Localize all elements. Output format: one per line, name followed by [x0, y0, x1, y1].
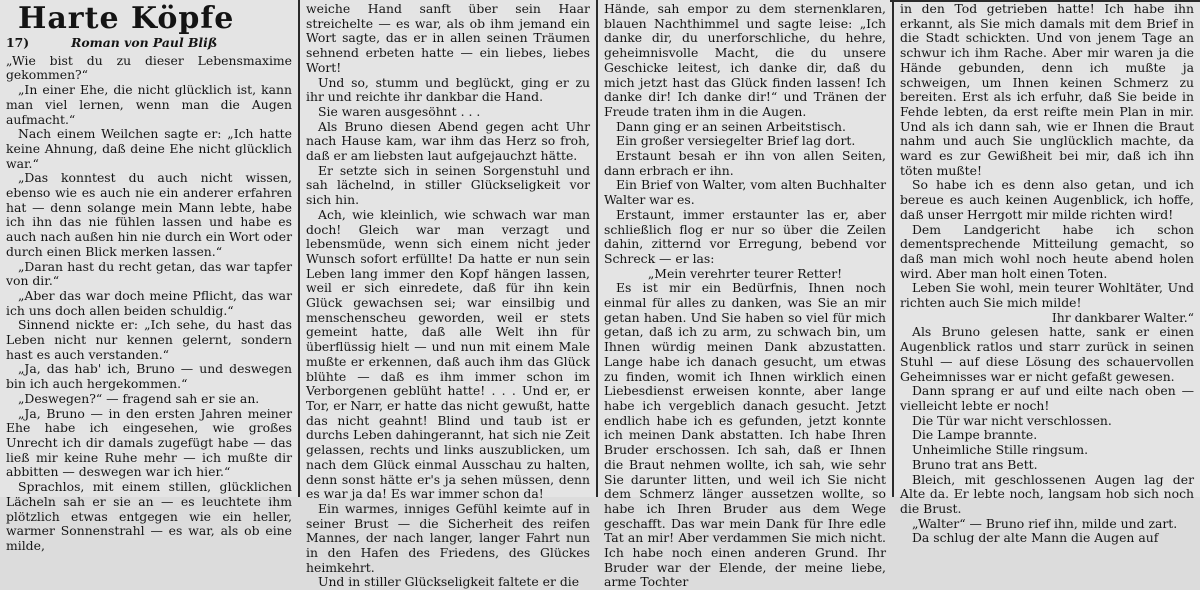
- article-title: Harte Köpfe: [18, 1, 235, 36]
- paragraph: „Ja, das hab' ich, Bruno — und deswegen bin ich auch hergekommen.“: [6, 361, 292, 392]
- byline: [6, 36, 292, 51]
- paragraph: Die Lampe brannte.: [912, 427, 1038, 443]
- paragraph: Da schlug der alte Mann die Augen auf: [912, 530, 1159, 546]
- column-2-text: [306, 2, 590, 590]
- paragraph: Ein großer versiegelter Brief lag dort.: [616, 133, 856, 149]
- column-1: [0, 0, 298, 553]
- column-4-text: [900, 2, 1194, 546]
- paragraph: in den Tod getrieben hatte! Ich habe ihn erkannt, als Sie mich damals mit dem Brief in die Stadt schickten. Und von jenem Tage an schwur ich ihm Rache. Aber mir waren ja die Hände gebunden, denn ich mußte ja schweigen, um Ihnen keinen Schmerz zu bereiten. Erst als ich erfuhr, daß Sie beide in Fehde lebten, da erst reifte mein Plan in mir. Und als ich dann sah, wie er Ihnen die Braut nahm und auch Sie unglücklich machte, da ward es zur Gewißheit bei mir, daß ich ihn töten mußte!: [900, 1, 1194, 178]
- paragraph: Er setzte sich in seinen Sorgenstuhl und sah lächelnd, in stiller Glückseligkeit vor sich hin.: [306, 162, 590, 208]
- paragraph: Und so, stumm und beglückt, ging er zu ihr und reichte ihr dankbar die Hand.: [306, 74, 590, 105]
- paragraph: Und in stiller Glückseligkeit faltete er die: [318, 574, 580, 590]
- paragraph: Bruno trat ans Bett.: [912, 456, 1038, 472]
- paragraph: Unheimliche Stille ringsum.: [912, 442, 1089, 458]
- paragraph: Die Tür war nicht verschlossen.: [912, 412, 1112, 428]
- paragraph: „Mein verehrter teurer Retter!: [647, 265, 843, 281]
- column-2: [300, 0, 596, 590]
- paragraph: „Wie bist du zu dieser Lebensmaxime gekommen?“: [6, 52, 292, 83]
- paragraph: Hände, sah empor zu dem sternenklaren, blauen Nachthimmel und sagte leise: „Ich danke dir, du unerforschliche, du hehre, geheimnisvolle Macht, die du unsere Geschicke leitest, ich danke dir, daß du mich jetzt hast das Glück finden lassen! Ich danke dir! Ich danke dir!“ und Tränen der Freude traten ihm in die Augen.: [604, 1, 886, 119]
- paragraph: Dem Landgericht habe ich schon dementsprechende Mitteilung gemacht, so daß man mich wohl noch heute abend holen wird. Aber man holt einen Toten.: [900, 221, 1194, 281]
- column-1-text: [6, 54, 292, 554]
- paragraph: „Deswegen?“ — fragend sah er sie an.: [18, 390, 260, 406]
- paragraph: Als Bruno gelesen hatte, sank er einen Augenblick ratlos und starr zurück in seinen Stuhl — auf diese Lösung des schauervollen Geheimnisses war er nicht gefaßt gewesen.: [900, 324, 1194, 384]
- paragraph: Ihr dankbarer Walter.“: [1051, 309, 1194, 325]
- paragraph: Dann ging er an seinen Arbeitstisch.: [616, 118, 846, 134]
- paragraph: „In einer Ehe, die nicht glücklich ist, kann man viel lernen, wenn man die Augen aufmacht.“: [6, 82, 292, 127]
- paragraph: „Daran hast du recht getan, das war tapfer von dir.“: [6, 258, 292, 289]
- paragraph: „Ja, Bruno — in den ersten Jahren meiner Ehe habe ich eingesehen, wie großes Unrecht ich dir damals zugefügt habe — das ließ mir keine Ruhe mehr — ich mußte dir abbitten — deswegen war ich hier.“: [6, 405, 292, 480]
- paragraph: „Aber das war doch meine Pflicht, das war ich uns doch allen beiden schuldig.“: [6, 287, 292, 318]
- paragraph: weiche Hand sanft über sein Haar streichelte — es war, als ob ihm jemand ein Wort sagte, das er in allen seinen Träumen sehnend erbeten hatte — ein liebes, liebes Wort!: [306, 1, 590, 75]
- paragraph: Sinnend nickte er: „Ich sehe, du hast das Leben nicht nur kennen gelernt, sondern hast es auch verstanden.“: [6, 317, 292, 362]
- column-3-text: [604, 2, 886, 590]
- paragraph: Dann sprang er auf und eilte nach oben — vielleicht lebte er noch!: [900, 383, 1194, 413]
- paragraph: Erstaunt besah er ihn von allen Seiten, dann erbrach er ihn.: [604, 148, 886, 178]
- paragraph: Ach, wie kleinlich, wie schwach war man doch! Gleich war man verzagt und lebensmüde, wenn sich einem nicht jeder Wunsch sofort erfüllte! Da hatte er nun sein Leben lang immer den Kopf hängen lassen, weil er sich einredete, daß für ihn kein Glück gewachsen sei; war einsilbig und menschenscheu geworden, weil er stets gemeint hatte, daß alle Welt ihn für überflüssig hielt — und nun mit einem Male mußte er erkennen, daß auch ihm das Glück blühte — daß es ihm immer schon im Verborgenen geblüht hatte! . . . Und er, er Tor, er Narr, er hatte das nicht gewußt, hatte das nicht geahnt! Blind und taub ist er durchs Leben dahingerannt, hat sich nie Zeit gelassen, rechts und links auszublicken, um nach dem Glück einmal Ausschau zu halten, denn sonst hätte er's ja sehen müssen, denn es war ja da! Es war immer schon da!: [306, 206, 590, 502]
- paragraph: Erstaunt, immer erstaunter las er, aber schließlich flog er nur so über die Zeilen dahin, zitternd vor Erregung, bebend vor Schreck — er las:: [604, 206, 886, 266]
- paragraph: Sie waren ausgesöhnt . . .: [318, 103, 481, 119]
- author-line: Roman von Paul Bliß: [71, 35, 218, 50]
- paragraph: „Das konntest du auch nicht wissen, ebenso wie es auch nie ein anderer erfahren hat — denn solange mein Mann lebte, habe ich ihn das nie fühlen lassen und habe es auch nach außen hin nie durch ein Wort oder durch einen Blick merken lassen.“: [6, 170, 292, 259]
- paragraph: „Walter“ — Bruno rief ihn, milde und zart.: [912, 515, 1178, 531]
- paragraph: Leben Sie wohl, mein teurer Wohltäter, Und richten auch Sie mich milde!: [900, 280, 1194, 311]
- column-3: [598, 0, 892, 590]
- paragraph: Ein Brief von Walter, vom alten Buchhalter Walter war es.: [604, 177, 886, 208]
- paragraph: Sprachlos, mit einem stillen, glücklichen Lächeln sah er sie an — es leuchtete ihm plötzlich etwas entgegen wie ein heller, warmer Sonnenstrahl — es war, als ob eine milde,: [6, 479, 292, 553]
- paragraph: Es ist mir ein Bedürfnis, Ihnen noch einmal für alles zu danken, was Sie an mir getan haben. Und Sie haben so viel für mich getan, daß ich zu arm, zu schwach bin, um Ihnen würdig meinen Dank abzustatten. Lange habe ich danach gesucht, um etwas zu finden, womit ich Ihnen wirklich einen Liebesdienst erweisen konnte, aber lange habe ich vergeblich danach gesucht. Jetzt endlich habe ich es gefunden, jetzt konnte ich meinen Dank abstatten. Ich habe Ihren Bruder erschossen. Ich sah, daß er Ihnen die Braut nehmen wollte, ich sah, wie sehr Sie darunter litten, und weil ich Sie nicht dem Schmerz länger aussetzen wollte, so habe ich Ihren Bruder aus dem Wege geschafft. Das war mein Dank für Ihre edle Tat an mir! Aber verdammen Sie mich nicht. Ich habe noch einen anderen Grund. Ihr Bruder war der Elende, der meine liebe, arme Tochter: [604, 280, 886, 590]
- paragraph: Nach einem Weilchen sagte er: „Ich hatte keine Ahnung, daß deine Ehe nicht glücklich war.“: [6, 126, 292, 171]
- paragraph: Als Bruno diesen Abend gegen acht Uhr nach Hause kam, war ihm das Herz so froh, daß er am liebsten laut aufgejauchzt hätte.: [306, 118, 590, 164]
- column-4: [894, 0, 1200, 546]
- paragraph: So habe ich es denn also getan, und ich bereue es auch keinen Augenblick, ich hoffe, daß unser Herrgott mir milde richten wird!: [900, 177, 1194, 222]
- paragraph: Ein warmes, inniges Gefühl keimte auf in seiner Brust — die Sicherheit des reifen Mannes, der nach langer, langer Fahrt nun in den Hafen des Friedens, des Glückes heimkehrt.: [306, 500, 590, 575]
- paragraph: Bleich, mit geschlossenen Augen lag der Alte da. Er lebte noch, langsam hob sich noch die Brust.: [900, 471, 1194, 516]
- installment-number: 17): [6, 35, 30, 50]
